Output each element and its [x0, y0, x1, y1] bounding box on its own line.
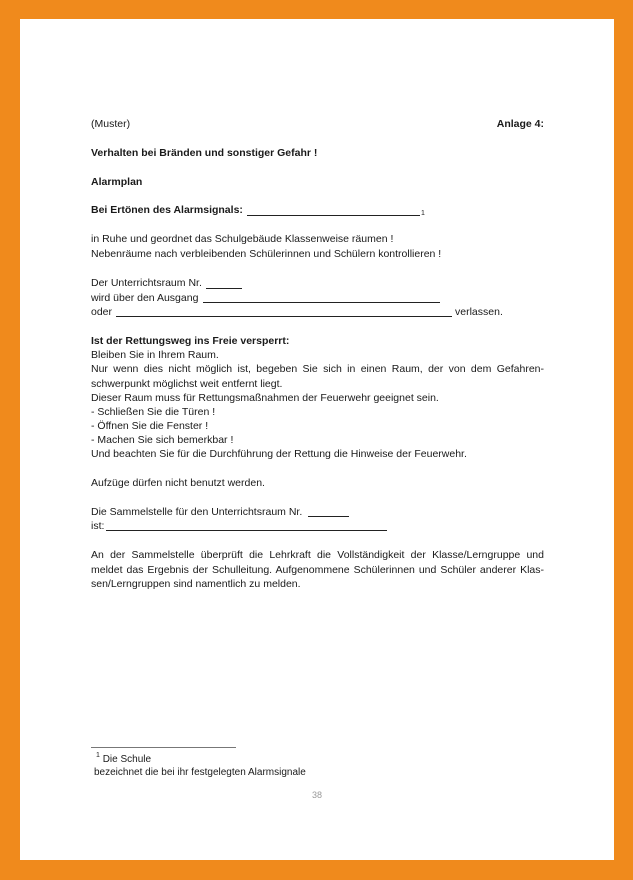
document-subtitle: Alarmplan: [91, 176, 143, 188]
leave-label: verlassen.: [455, 306, 503, 318]
list-item: - Machen Sie sich bemerkbar !: [91, 434, 234, 446]
exit-blank: [203, 302, 440, 303]
alternative-room-text: Nur wenn dies nicht möglich ist, begeben Sie sich in einen Raum, der von dem Gefahren-schwerpunkt möglichst weit entfernt liegt.: [91, 363, 544, 390]
room-number-blank: [206, 288, 242, 289]
room-number-label: Der Unterrichtsraum Nr.: [91, 277, 202, 289]
alternative-exit-label: oder: [91, 306, 113, 318]
assembly-is-label: ist:: [91, 520, 105, 532]
list-item: - Öffnen Sie die Fenster !: [91, 420, 209, 432]
page-number: 38: [311, 790, 322, 800]
instruction-check-rooms: Nebenräume nach verbleibenden Schülerinnen und Schülern kontrollieren !: [91, 248, 442, 260]
instruction-evacuate: in Ruhe und geordnet das Schulgebäude Klassenweise räumen !: [91, 233, 394, 245]
footnote-line-1: [96, 753, 151, 767]
footnote-rule: [91, 747, 236, 748]
fire-brigade-instructions: Und beachten Sie für die Durchführung der Rettung die Hinweise der Feuerwehr.: [91, 448, 467, 460]
footnote-line-2: bezeichnet die bei ihr festgelegten Alarmsignale: [94, 767, 306, 778]
assembly-location-blank: [106, 530, 387, 531]
alarm-signal-blank: [247, 215, 420, 216]
list-item: - Schließen Sie die Türen !: [91, 406, 216, 418]
elevator-warning: Aufzüge dürfen nicht benutzt werden.: [91, 477, 265, 489]
room-requirement-text: Dieser Raum muss für Rettungsmaßnahmen der Feuerwehr geeignet sein.: [91, 392, 439, 404]
assembly-point-label: Die Sammelstelle für den Unterrichtsraum Nr.: [91, 506, 303, 518]
closing-paragraph: An der Sammelstelle überprüft die Lehrkraft die Vollständigkeit der Klasse/Lerngruppe und meldet das Ergebnis der Schulleitung. Aufgenommene Schülerinnen und Schüler anderer Klas-sen/Lerngruppen sind namentlich zu melden.: [91, 549, 544, 590]
footnote-number: 1: [96, 752, 100, 759]
annex-label: Anlage 4:: [496, 118, 544, 130]
sample-label: (Muster): [91, 118, 131, 130]
stay-in-room-text: Bleiben Sie in Ihrem Raum.: [91, 349, 219, 361]
document-page: [20, 19, 614, 860]
alarm-signal-label: Bei Ertönen des Alarmsignals:: [91, 204, 243, 216]
document-title: Verhalten bei Bränden und sonstiger Gefahr !: [91, 147, 318, 159]
assembly-room-blank: [308, 516, 349, 517]
footnote-text: Die Schule: [102, 754, 152, 765]
alternative-exit-blank: [116, 316, 452, 317]
footnote-marker: 1: [421, 210, 425, 217]
exit-label: wird über den Ausgang: [91, 292, 199, 304]
blocked-route-heading: Ist der Rettungsweg ins Freie versperrt:: [91, 335, 290, 347]
